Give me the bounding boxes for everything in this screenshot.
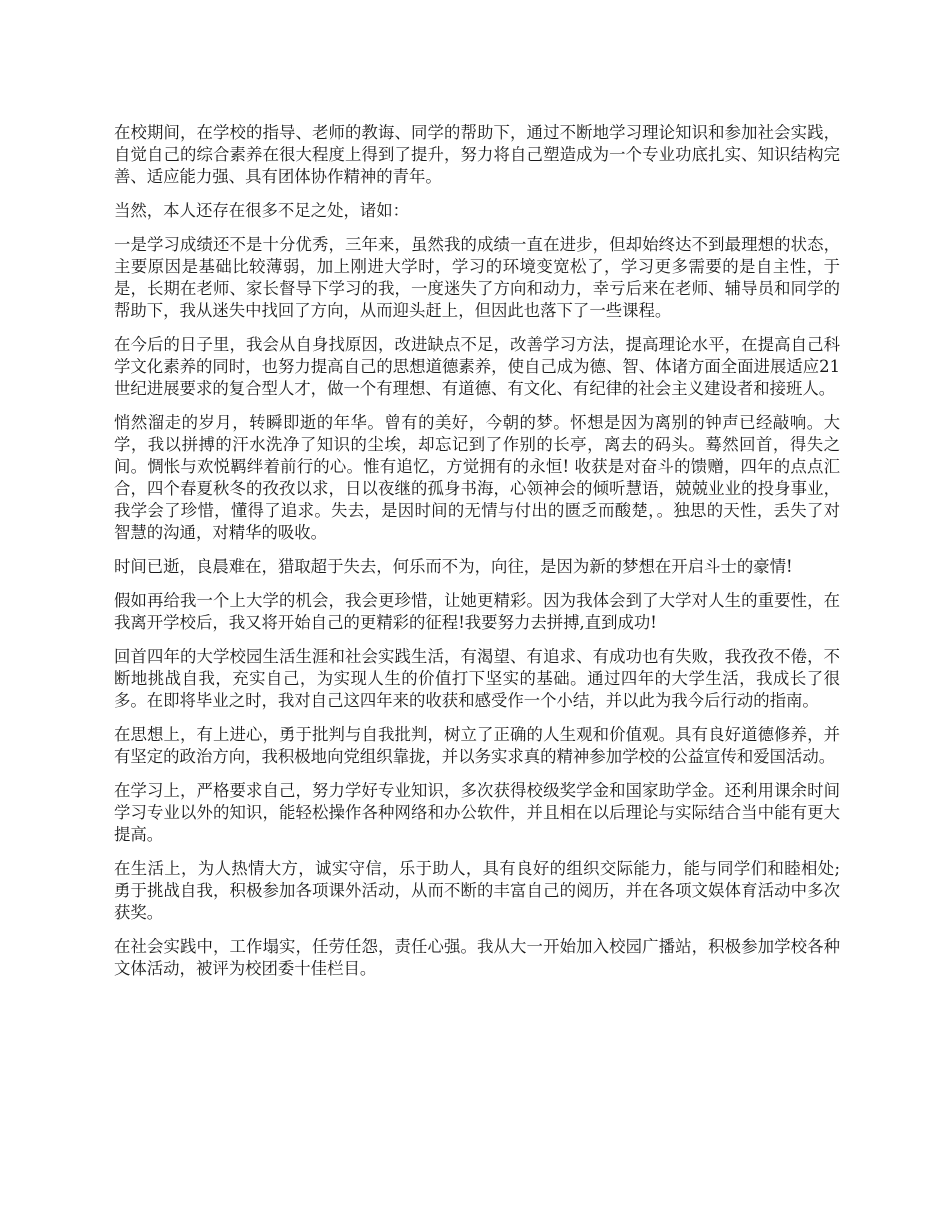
document-body [114,122,840,992]
paragraph: 在思想上，有上进心，勇于批判与自我批判，树立了正确的人生观和价值观。具有良好道德修养，并有坚定的政治方向，我积极地向党组织靠拢，并以务实求真的精神参加学校的公益宣传和爱国活动。 [114,725,840,766]
paragraph: 一是学习成绩还不是十分优秀，三年来，虽然我的成绩一直在进步，但却始终达不到最理想的状态，主要原因是基础比较薄弱，加上刚进大学时，学习的环境变宽松了，学习更多需要的是自主性，于是，长期在老师、家长督导下学习的我，一度迷失了方向和动力，幸亏后来在老师、辅导员和同学的帮助下，我从迷失中找回了方向，从而迎头赶上，但因此也落下了一些课程。 [114,235,840,320]
paragraph: 在今后的日子里，我会从自身找原因，改进缺点不足，改善学习方法，提高理论水平，在提高自己科学文化素养的同时，也努力提高自己的思想道德素养，使自己成为德、智、体诸方面全面进展适应21世纪进展要求的复合型人才，做一个有理想、有道德、有文化、有纪律的社会主义建设者和接班人。 [114,335,840,398]
paragraph: 当然，本人还存在很多不足之处，诸如： [114,201,410,220]
paragraph: 在社会实践中，工作塌实，任劳任怨，责任心强。我从大一开始加入校园广播站，积极参加学校各种文体活动，被评为校团委十佳栏目。 [114,937,840,978]
paragraph: 回首四年的大学校园生活生涯和社会实践生活，有渴望、有追求、有成功也有失败，我孜孜不倦，不断地挑战自我，充实自己，为实现人生的价值打下坚实的基础。通过四年的大学生活，我成长了很多。在即将毕业之时，我对自己这四年来的收获和感受作一个小结，并以此为我今后行动的指南。 [114,647,840,710]
paragraph: 假如再给我一个上大学的机会，我会更珍惜，让她更精彩。因为我体会到了大学对人生的重要性，在我离开学校后，我又将开始自己的更精彩的征程!我要努力去拼搏,直到成功! [114,591,840,632]
paragraph: 时间已逝，良晨难在，猎取超于失去，何乐而不为，向往，是因为新的梦想在开启斗士的豪情! [114,557,793,576]
paragraph: 在生活上，为人热情大方，诚实守信，乐于助人，具有良好的组织交际能力，能与同学们和睦相处;勇于挑战自我，积极参加各项课外活动，从而不断的丰富自己的阅历，并在各项文娱体育活动中多次获奖。 [114,859,840,922]
paragraph: 悄然溜走的岁月，转瞬即逝的年华。曾有的美好，今朝的梦。怀想是因为离别的钟声已经敲响。大学，我以拼搏的汗水洗净了知识的尘埃，却忘记到了作别的长亭，离去的码头。蓦然回首，得失之间。惆怅与欢悦羁绊着前行的心。惟有追忆，方觉拥有的永恒! 收获是对奋斗的馈赠，四年的点点汇合，四个春夏秋冬的孜孜以求，日以夜继的孤身书海，心领神会的倾听慧语，兢兢业业的投身事业，我学会了珍惜，懂得了追求。失去，是因时间的无情与付出的匮乏而酸楚，。独思的天性，丢失了对智慧的沟通，对精华的吸收。 [114,413,840,542]
paragraph: 在校期间，在学校的指导、老师的教诲、同学的帮助下，通过不断地学习理论知识和参加社会实践，自觉自己的综合素养在很大程度上得到了提升，努力将自己塑造成为一个专业功底扎实、知识结构完善、适应能力强、具有团体协作精神的青年。 [114,123,840,186]
paragraph: 在学习上，严格要求自己，努力学好专业知识，多次获得校级奖学金和国家助学金。还利用课余时间学习专业以外的知识，能轻松操作各种网络和办公软件，并且相在以后理论与实际结合当中能有更大提高。 [114,781,840,844]
